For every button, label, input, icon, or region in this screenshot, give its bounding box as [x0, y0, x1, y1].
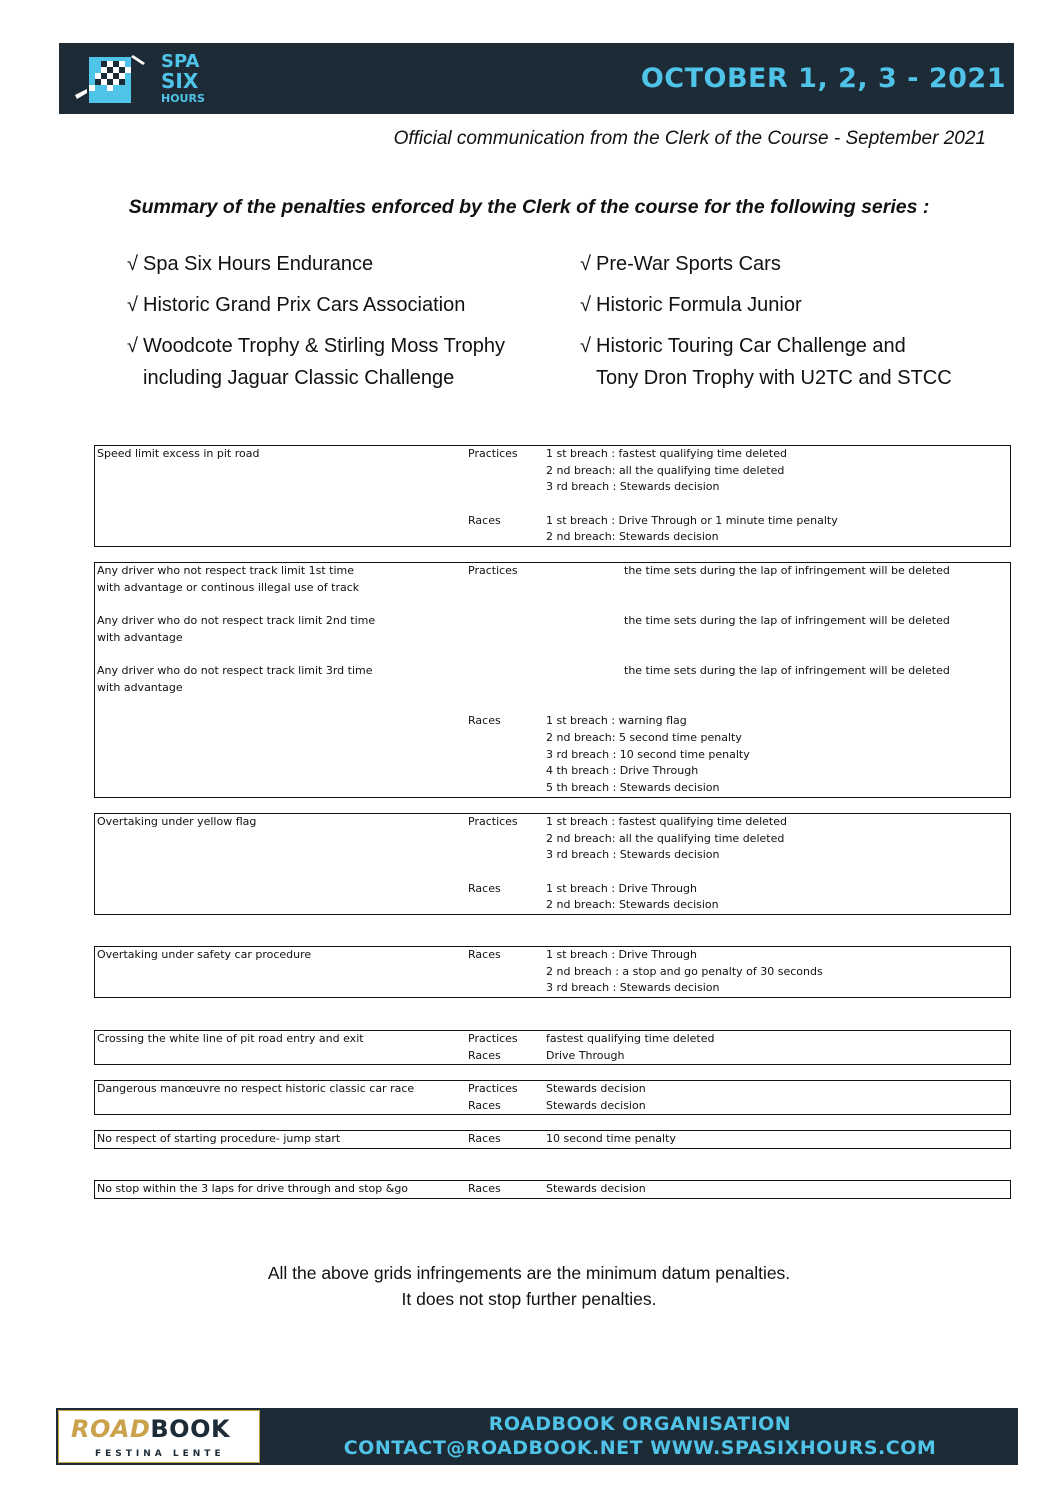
penalty-cell: 1 st breach : fastest qualifying time deleted — [546, 815, 787, 828]
table-row — [95, 881, 1010, 898]
penalty-cell: 2 nd breach: all the qualifying time deleted — [546, 831, 785, 845]
table-row — [95, 613, 1010, 630]
logo-line-hours: HOURS — [161, 92, 205, 105]
infraction-cell: Speed limit excess in pit road — [97, 447, 260, 460]
session-cell: Practices — [468, 447, 518, 460]
table-row — [95, 446, 1010, 463]
session-cell: Races — [468, 948, 501, 961]
table-row — [95, 847, 1010, 864]
table-row — [95, 964, 1010, 981]
penalty-cell: Drive Through — [546, 1048, 625, 1062]
penalty-cell: Stewards decision — [546, 1082, 646, 1095]
table-row — [95, 1081, 1010, 1098]
check-icon: √ — [580, 253, 591, 275]
session-cell: Practices — [468, 1032, 518, 1045]
series-list-left — [127, 248, 505, 394]
table-row — [95, 897, 1010, 914]
table-row — [95, 680, 1010, 697]
spa-six-hours-logo — [73, 51, 213, 107]
penalty-cell: 1 st breach : warning flag — [546, 714, 687, 728]
infraction-cell: Overtaking under yellow flag — [97, 815, 257, 828]
table-row — [95, 947, 1010, 964]
penalty-cell: 1 st breach : Drive Through or 1 minute time penalty — [546, 513, 838, 527]
penalty-table-pit-line — [94, 1030, 1011, 1065]
table-row — [95, 697, 1010, 714]
penalty-table-jump-start — [94, 1130, 1011, 1149]
session-cell: Races — [468, 513, 501, 527]
series-item-continuation — [580, 362, 952, 394]
check-icon: √ — [127, 294, 138, 316]
series-item — [580, 330, 952, 362]
session-cell: Races — [468, 714, 501, 728]
logo-line-spa: SPA — [161, 51, 200, 72]
footer-organisation: ROADBOOK ORGANISATION — [488, 1413, 792, 1435]
roadbook-wordmark: ROADBOOK — [71, 1415, 231, 1443]
infraction-cell: Any driver who do not respect track limit 3rd time — [97, 664, 373, 678]
table-row — [95, 496, 1010, 513]
penalty-cell: 1 st breach : Drive Through — [546, 881, 697, 895]
logo-line-six: SIX — [161, 69, 199, 93]
session-cell: Races — [468, 1132, 501, 1145]
checkered-flag-icon — [73, 51, 153, 107]
session-cell: Races — [468, 1048, 501, 1062]
infraction-cell: No stop within the 3 laps for drive through and stop &go — [97, 1182, 409, 1195]
table-row — [95, 864, 1010, 881]
table-row — [95, 814, 1010, 831]
table-row — [95, 596, 1010, 613]
table-row — [95, 763, 1010, 780]
session-cell: Practices — [468, 564, 518, 577]
series-item — [127, 248, 505, 280]
check-icon: √ — [580, 294, 591, 316]
infraction-cell: Any driver who do not respect track limit 2nd time — [97, 614, 376, 628]
table-row — [95, 513, 1010, 530]
check-icon: √ — [127, 253, 138, 275]
session-cell: Races — [468, 1098, 501, 1112]
table-row — [95, 831, 1010, 848]
check-icon: √ — [580, 335, 591, 357]
series-list-right — [580, 248, 952, 394]
series-label: including Jaguar Classic Challenge — [143, 367, 455, 389]
penalty-cell: 2 nd breach: Stewards decision — [546, 530, 719, 544]
penalty-cell: 5 th breach : Stewards decision — [546, 780, 720, 794]
infraction-cell: Overtaking under safety car procedure — [97, 948, 312, 961]
penalty-cell: 2 nd breach: all the qualifying time deleted — [546, 463, 785, 477]
table-row — [95, 1031, 1010, 1048]
series-label: Pre-War Sports Cars — [596, 253, 781, 275]
table-row — [95, 713, 1010, 730]
penalty-cell: 2 nd breach: Stewards decision — [546, 898, 719, 912]
check-icon: √ — [127, 335, 138, 357]
series-item — [580, 248, 952, 280]
penalty-cell: the time sets during the lap of infringement will be deleted — [624, 664, 950, 678]
penalty-cell: 3 rd breach : Stewards decision — [546, 848, 720, 862]
table-row — [95, 563, 1010, 580]
table-row — [95, 630, 1010, 647]
series-item-continuation — [127, 362, 505, 394]
closing-note-line-2: It does not stop further penalties. — [401, 1289, 657, 1309]
session-cell: Races — [468, 1182, 501, 1195]
penalty-cell: 3 rd breach : Stewards decision — [546, 480, 720, 494]
penalty-cell: 3 rd breach : 10 second time penalty — [546, 747, 750, 761]
infraction-cell: with advantage or continous illegal use of track — [97, 580, 360, 594]
series-item — [127, 330, 505, 362]
session-cell: Races — [468, 881, 501, 895]
penalty-cell: 1 st breach : Drive Through — [546, 948, 697, 961]
series-label: Historic Formula Junior — [596, 294, 802, 316]
penalty-cell: 4 th breach : Drive Through — [546, 764, 699, 778]
infraction-cell: with advantage — [97, 680, 183, 694]
table-row — [95, 1048, 1010, 1065]
series-item — [580, 289, 952, 321]
series-label: Spa Six Hours Endurance — [143, 253, 374, 275]
series-label: Historic Touring Car Challenge and — [596, 335, 906, 357]
penalty-table-yellow-flag — [94, 813, 1011, 915]
table-row — [95, 1131, 1010, 1148]
series-label: Historic Grand Prix Cars Association — [143, 294, 466, 316]
infraction-cell: Crossing the white line of pit road entry and exit — [97, 1032, 364, 1045]
penalty-table-dangerous-manoeuvre — [94, 1080, 1011, 1115]
penalty-table-drive-through — [94, 1180, 1011, 1199]
penalty-table-track-limits — [94, 562, 1011, 798]
roadbook-logo — [58, 1410, 260, 1463]
penalty-cell: Stewards decision — [546, 1098, 646, 1112]
table-row — [95, 663, 1010, 680]
penalty-cell: 3 rd breach : Stewards decision — [546, 981, 720, 995]
penalty-cell: 2 nd breach : a stop and go penalty of 30 seconds — [546, 964, 823, 978]
infraction-cell: with advantage — [97, 630, 183, 644]
event-date: OCTOBER 1, 2, 3 - 2021 — [640, 63, 1006, 94]
footer-contact: CONTACT@ROADBOOK.NET WWW.SPASIXHOURS.COM — [343, 1437, 937, 1459]
closing-note-line-1: All the above grids infringements are the minimum datum penalties. — [267, 1263, 791, 1283]
table-row — [95, 747, 1010, 764]
table-row — [95, 1181, 1010, 1198]
penalty-cell: the time sets during the lap of infringement will be deleted — [624, 614, 950, 628]
summary-title: Summary of the penalties enforced by the Clerk of the course for the following series : — [128, 196, 930, 218]
penalty-table-pit-speed — [94, 445, 1011, 547]
table-row — [95, 780, 1010, 797]
header-bar — [59, 43, 1014, 114]
document-subtitle: Official communication from the Clerk of the Course - September 2021 — [393, 128, 986, 149]
penalty-cell: Stewards decision — [546, 1182, 646, 1195]
table-row — [95, 980, 1010, 997]
penalty-cell: 1 st breach : fastest qualifying time deleted — [546, 447, 787, 460]
series-label: Tony Dron Trophy with U2TC and STCC — [596, 367, 952, 389]
penalty-cell: the time sets during the lap of infringement will be deleted — [624, 564, 950, 577]
table-row — [95, 730, 1010, 747]
roadbook-tagline: FESTINA LENTE — [95, 1449, 225, 1459]
series-item — [127, 289, 505, 321]
series-label: Woodcote Trophy & Stirling Moss Trophy — [143, 335, 506, 357]
table-row — [95, 463, 1010, 480]
infraction-cell: No respect of starting procedure- jump start — [97, 1132, 341, 1145]
penalty-table-safety-car — [94, 946, 1011, 998]
footer-bar — [56, 1408, 1018, 1465]
penalty-cell: 10 second time penalty — [546, 1132, 676, 1145]
penalty-cell: fastest qualifying time deleted — [546, 1032, 715, 1045]
table-row — [95, 479, 1010, 496]
infraction-cell: Dangerous manœuvre no respect historic classic car race — [97, 1082, 415, 1095]
table-row — [95, 580, 1010, 597]
table-row — [95, 646, 1010, 663]
penalty-cell: 2 nd breach: 5 second time penalty — [546, 730, 742, 744]
table-row — [95, 1098, 1010, 1115]
table-row — [95, 529, 1010, 546]
session-cell: Practices — [468, 1082, 518, 1095]
session-cell: Practices — [468, 815, 518, 828]
infraction-cell: Any driver who not respect track limit 1st time — [97, 564, 355, 577]
